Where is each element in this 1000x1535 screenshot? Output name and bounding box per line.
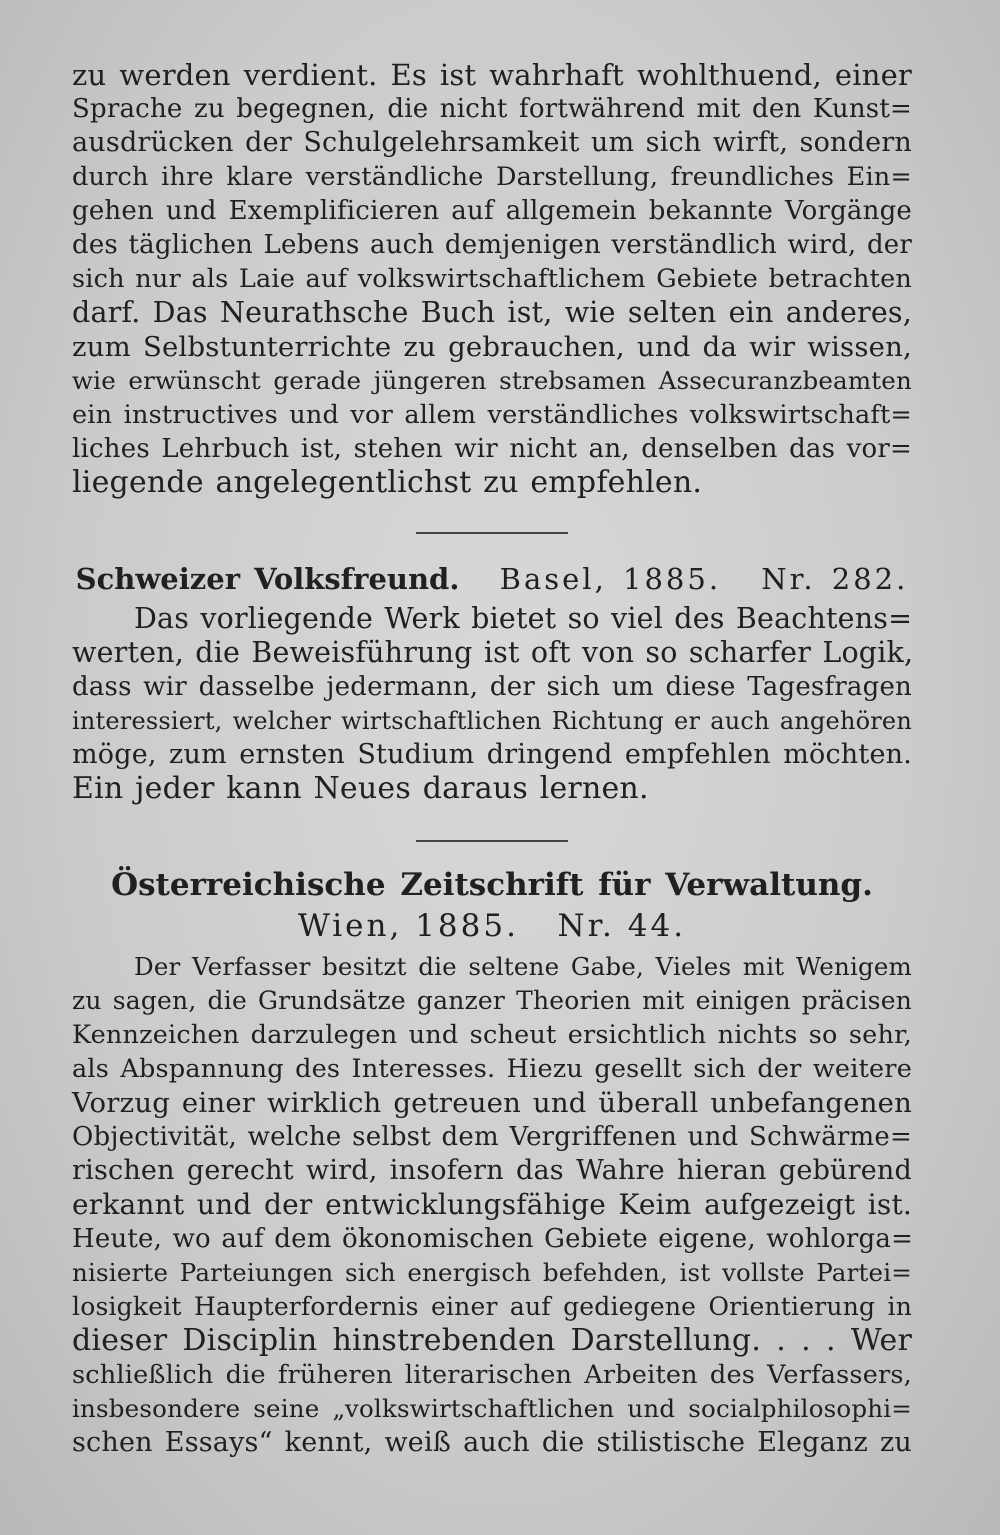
- text-line: Der Verfasser besitzt die seltene Gabe, Vieles mit Wenigem: [134, 952, 912, 981]
- text-line: Vorzug einer wirklich getreuen und überall unbefangenen: [72, 1087, 912, 1119]
- text-line: dass wir dasselbe jedermann, der sich um diese Tagesfragen: [72, 672, 912, 702]
- text-line: wie erwünscht gerade jüngeren strebsamen Assecuranzbeamten: [72, 366, 912, 395]
- text-line: sich nur als Laie auf volkswirtschaftlichem Gebiete betrachten: [72, 264, 912, 294]
- text-line: Sprache zu begegnen, die nicht fortwährend mit den Kunst=: [72, 94, 912, 124]
- text-line: liches Lehrbuch ist, stehen wir nicht an, denselben das vor=: [72, 434, 912, 464]
- text-line: werten, die Beweisführung ist oft von so scharfer Logik,: [72, 636, 914, 669]
- text-line: Heute, wo auf dem ökonomischen Gebiete eigene, wohlorga=: [72, 1224, 914, 1254]
- source-title: Österreichische Zeitschrift für Verwaltung.: [111, 867, 873, 903]
- text-line: interessiert, welcher wirtschaftlichen Richtung er auch angehören: [72, 707, 912, 735]
- text-line: zu sagen, die Grundsätze ganzer Theorien mit einigen präcisen: [72, 986, 912, 1015]
- book-page: [72, 58, 912, 1460]
- text-line: durch ihre klare verständliche Darstellung, freundliches Ein=: [72, 162, 912, 192]
- section-divider: [416, 532, 568, 534]
- text-line: als Abspannung des Interesses. Hiezu gesellt sich der weitere: [72, 1054, 912, 1084]
- review-continuation: [72, 58, 912, 500]
- text-line: schließlich die früheren literarischen Arbeiten des Verfassers,: [72, 1360, 912, 1390]
- review-source-heading: [72, 866, 912, 904]
- text-line: Das vorliegende Werk bietet so viel des Beachtens=: [134, 602, 913, 635]
- text-line: zu werden verdient. Es ist wahrhaft wohlthuend, einer: [72, 58, 912, 92]
- text-line: nisierte Parteiungen sich energisch befehden, ist vollste Partei=: [72, 1258, 912, 1287]
- text-line: liegende angelegentlichst zu empfehlen.: [72, 465, 703, 500]
- review-oesterreichische-zeitschrift: [72, 866, 912, 1460]
- review-source-heading: [72, 560, 912, 598]
- text-line: Kennzeichen darzulegen und scheut ersichtlich nichts so sehr,: [72, 1020, 912, 1050]
- source-title: Schweizer Volksfreund.: [75, 562, 460, 596]
- text-line: rischen gerecht wird, insofern das Wahre hieran gebürend: [72, 1155, 912, 1186]
- text-line: erkannt und der entwicklungsfähige Keim aufgezeigt ist.: [72, 1188, 912, 1221]
- text-line: darf. Das Neurathsche Buch ist, wie selten ein anderes,: [72, 296, 912, 329]
- section-divider: [416, 840, 568, 842]
- source-number: Nr. 44.: [557, 908, 687, 944]
- text-line: ausdrücken der Schulgelehrsamkeit um sich wirft, sondern: [72, 127, 912, 158]
- text-line: möge, zum ernsten Studium dringend empfehlen möchten.: [72, 739, 912, 770]
- text-line: Objectivität, welche selbst dem Vergriffenen und Schwärme=: [72, 1122, 912, 1152]
- source-number: Nr. 282.: [761, 562, 909, 596]
- source-place-year: Wien, 1885.: [297, 908, 519, 944]
- review-schweizer-volksfreund: [72, 560, 912, 806]
- text-line: schen Essays“ kennt, weiß auch die stilistische Eleganz zu: [72, 1427, 912, 1458]
- review-source-subheading: [72, 906, 912, 946]
- text-line: zum Selbstunterrichte zu gebrauchen, und da wir wissen,: [72, 331, 912, 363]
- text-line: losigkeit Haupterfordernis einer auf gediegene Orientierung in: [72, 1292, 912, 1321]
- text-line: gehen und Exemplificieren auf allgemein bekannte Vorgänge: [72, 196, 912, 226]
- text-line: ein instructives und vor allem verständliches volkswirtschaft=: [72, 400, 912, 430]
- text-line: dieser Disciplin hinstrebenden Darstellung. . . . Wer: [72, 1323, 912, 1358]
- text-line: insbesondere seine „volkswirtschaftlichen und socialphilosophi=: [72, 1394, 912, 1423]
- source-place-year: Basel, 1885.: [499, 562, 722, 596]
- text-line: des täglichen Lebens auch demjenigen verständlich wird, der: [72, 230, 912, 260]
- text-line: Ein jeder kann Neues daraus lernen.: [72, 771, 649, 806]
